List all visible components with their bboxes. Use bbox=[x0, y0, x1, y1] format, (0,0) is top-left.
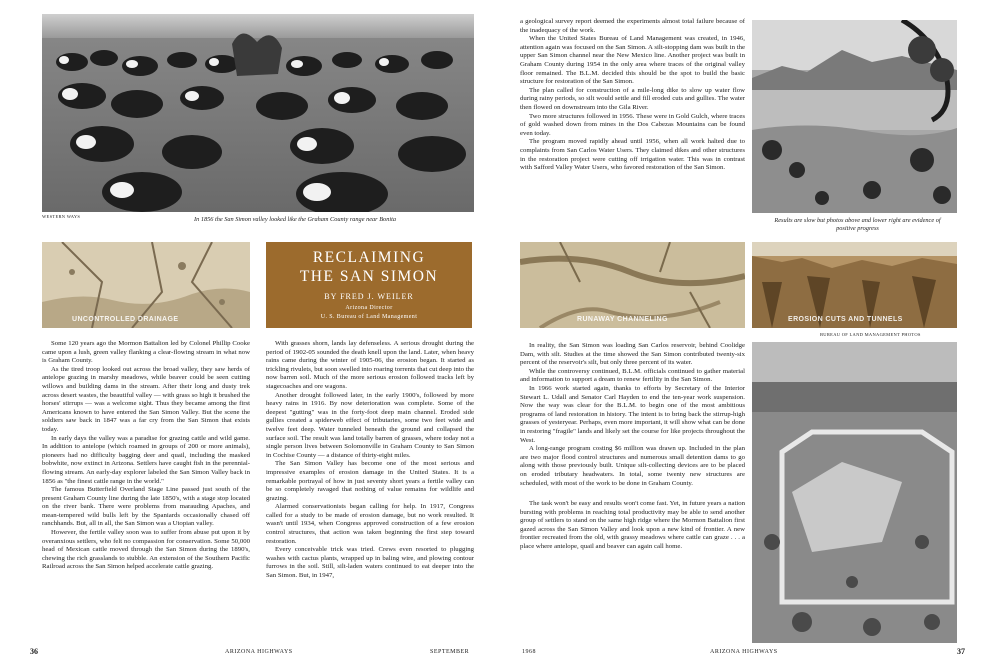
paragraph: The famous Butterfield Overland Stage Line passed just south of the present Graham County line during the late 1850's, with a stage stop located on the river bank. There were problems from marauding Apaches, and mean-tempered wild bulls left by the Spaniards occasionally chased off ranchhands. But, all in all, the San Simon was a Utopian valley. bbox=[42, 486, 250, 528]
left-folio-title: ARIZONA HIGHWAYS bbox=[225, 649, 293, 655]
desert-mountain-photo bbox=[752, 20, 957, 213]
cattle-photo-credit: WESTERN WAYS bbox=[42, 214, 81, 219]
right-folio-year: 1968 bbox=[522, 649, 536, 655]
paragraph: Some 120 years ago the Mormon Battalion led by Colonel Phillip Cooke came upon a lush, green valley flanking a clear-flowing stream in what now is Graham County. bbox=[42, 340, 250, 365]
cattle-photo-caption: In 1856 the San Simon valley looked like the Graham County range near Bonita bbox=[194, 216, 396, 223]
aerial-dike-photo bbox=[752, 342, 957, 643]
paragraph: The program moved rapidly ahead until 1956, when all work halted due to complaints from San Carlos Water Users. They claimed dikes and other structures in the restoration project were cutting off irrigation water. This was in contrast with Safford Valley Water Users, who favored restoration of the San Simon. bbox=[520, 138, 745, 172]
article-title-block bbox=[266, 242, 472, 328]
paragraph: When the United States Bureau of Land Management was created, in 1946, attention again was focused on the San Simon. A silt-stopping dam was built in the upper San Simon channel near the New Mexico line. Another project was built in Graham County during 1954 in the only area where traces of the original valley floor remained. The B.L.M. decided this should be the spot to build the basic structure for restoration of the San Simon. bbox=[520, 35, 745, 86]
paragraph: In early days the valley was a paradise for grazing cattle and wild game. In addition to antelope (which roamed in groups of 200 or more animals), pioneers had no difficulty bagging deer and quail, including the masked bobwhite, now extinct in Arizona. Settlers have caught fish in the perennial-flowing stream. An early-day explorer labeled the San Simon Valley back in 1856 as "the finest cattle range in the world." bbox=[42, 434, 250, 485]
paragraph: Two more structures followed in 1956. These were in Gold Gulch, where traces of gold washed down from mines in the Dos Cabezas Mountains can be found even today. bbox=[520, 112, 745, 137]
erosion-photo-credit: BUREAU OF LAND MANAGEMENT PHOTOS bbox=[820, 332, 921, 337]
article-column-4 bbox=[520, 342, 745, 552]
author-role-line2: U. S. Bureau of Land Management bbox=[320, 314, 418, 320]
paragraph: While the controversy continued, B.L.M. officials continued to gather material and information to support a dream to renew fertility in the San Simon. bbox=[520, 367, 745, 384]
article-column-2 bbox=[266, 340, 474, 581]
paragraph: However, the fertile valley soon was to suffer from abuse put upon it by overanxious settlers, who felt no compassion for conservation. Some 50,000 head of Mexican cattle moved through the San Simon during the 1890's, chewing the rich grasslands to stubble. An extension of the Southern Pacific Railroad across the San Simon helped accelerate cattle grazing. bbox=[42, 529, 250, 571]
paragraph: The task won't be easy and results won't come fast. Yet, in future years a nation bursting with problems in reaching total productivity may be able to send another group of settlers to stand on the same high ridge where the Mormon Battalion first gazed across the San Simon Valley and look upon a new kind of frontier. A new frontier recreated from the old, with grassy meadows where cattle can graze . . . a place where antelope, quail and beaver can again call home. bbox=[520, 500, 745, 551]
cattle-herd-photo bbox=[42, 14, 474, 212]
article-title-line2: THE SAN SIMON bbox=[299, 268, 439, 285]
paragraph: A long-range program costing $6 million was drawn up. Included in the plan are two major flood control structures and numerous small detention dams to go along with those previously built. Unique silt-collecting devices are to be placed on eroded tributary headwaters. In total, some twenty new structures are scheduled, with most of the work to be done in Graham County. bbox=[520, 445, 745, 487]
article-byline: BY FRED J. WEILER bbox=[324, 292, 414, 301]
right-folio-title: ARIZONA HIGHWAYS bbox=[710, 649, 778, 655]
left-folio-month: SEPTEMBER bbox=[430, 649, 470, 655]
author-role-line1: Arizona Director bbox=[345, 305, 393, 311]
paragraph: Alarmed conservationists began calling for help. In 1917, Congress called for a study to be made of erosion damage, but no work resulted. It wasn't until 1934, when Congress approved construction of a few erosion control structures, that action was taken beginning the first step toward restoration. bbox=[266, 503, 474, 545]
paragraph: In 1966 work started again, thanks to efforts by Secretary of the Interior Stewart L. Udall and Senator Carl Hayden to end the ten-year work suspension. Now the way was clear for the B.L.M. to begin one of the most ambitious programs of land restoration in history. The intent is to bring back the stirrup-high grasses of yesteryear. Perhaps, even more important, it will show what can be done in restoring "fragile" lands and likely set the course for like projects throughout the West. bbox=[520, 384, 745, 444]
article-column-3 bbox=[520, 18, 745, 173]
uncontrolled-drainage-label: UNCONTROLLED DRAINAGE bbox=[72, 316, 179, 323]
paragraph: In reality, the San Simon was loading San Carlos reservoir, behind Coolidge Dam, with silt. Studies at the time showed the San Simon contributed twenty-six percent of the reservoir's silt, but only three percent of its water. bbox=[520, 342, 745, 367]
erosion-cuts-label: EROSION CUTS AND TUNNELS bbox=[788, 316, 903, 323]
paragraph: The plan called for construction of a mile-long dike to slow up water flow during rainy periods, so silt would settle and fill eroded cuts and gullies. The water then flowed on downstream into the Gila River. bbox=[520, 86, 745, 111]
desert-photo-caption: Results are slow but photos above and lower right are evidence of positive progress bbox=[774, 217, 941, 232]
paragraph-spacer bbox=[520, 488, 745, 500]
paragraph: a geological survey report deemed the experiments almost total failure because of the inadequacy of the work. bbox=[520, 18, 745, 34]
paragraph: The San Simon Valley has become one of the most serious and impressive examples of erosion damage in the United States. It is a remarkable portrayal of how in just seventy short years a fertile valley can be so completely ravaged that nothing of value remains for wildlife and grazing. bbox=[266, 460, 474, 502]
paragraph: Another drought followed later, in the early 1900's, followed by more heavy rains in 1916. By now deterioration was complete. Some of the deepest "gutting" was in the forty-foot deep main channel. Eroded side gullies created a spiderweb effect of tributaries, some two feet wide and twelve feet deep. Water tunneled beneath the ground and collapsed the surface soil. The result was land totally barren of grasses, where today not a single person lives between Solomonville in Graham County to San Simon in Cochise County — a distance of thirty-eight miles. bbox=[266, 391, 474, 459]
right-page-number: 37 bbox=[957, 647, 965, 656]
left-page-number: 36 bbox=[30, 647, 38, 656]
article-title-line1: RECLAIMING bbox=[312, 249, 426, 266]
paragraph: As the tired troop looked out across the broad valley, they saw herds of antelope grazing in marshy meadows, while beaver could be seen cutting willows and building dams in the stream. After their long and dusty trek across desert wastes, the beautiful valley — with grass so high it brushed the horses' stirrups — was a welcome sight. Thus they became among the first Americans known to have entered the San Simon Valley. But the scene the soldiers saw back in 1847 was a far cry from the San Simon that exists today. bbox=[42, 365, 250, 433]
runaway-channeling-label: RUNAWAY CHANNELING bbox=[577, 316, 668, 323]
article-column-1 bbox=[42, 340, 250, 572]
paragraph: Every conceivable trick was tried. Crews even resorted to plugging washes with cactus plants, wrapped up in baling wire, and plowing contour furrows in the soil. Still, silt-laden waters continued to eat deeper into the San Simon. But, in 1947, bbox=[266, 546, 474, 580]
paragraph: With grasses shorn, lands lay defenseless. A serious drought during the period of 1902-05 sounded the death knell upon the land. Later, when heavy rains came during the winter of 1905-06, the erosion began. It started as trickling rivulets, but soon swelled into roaring torrents that cut deep into the now barren soil. Much of the more serious erosion followed tracks left by stagecoaches and ore wagons. bbox=[266, 340, 474, 390]
